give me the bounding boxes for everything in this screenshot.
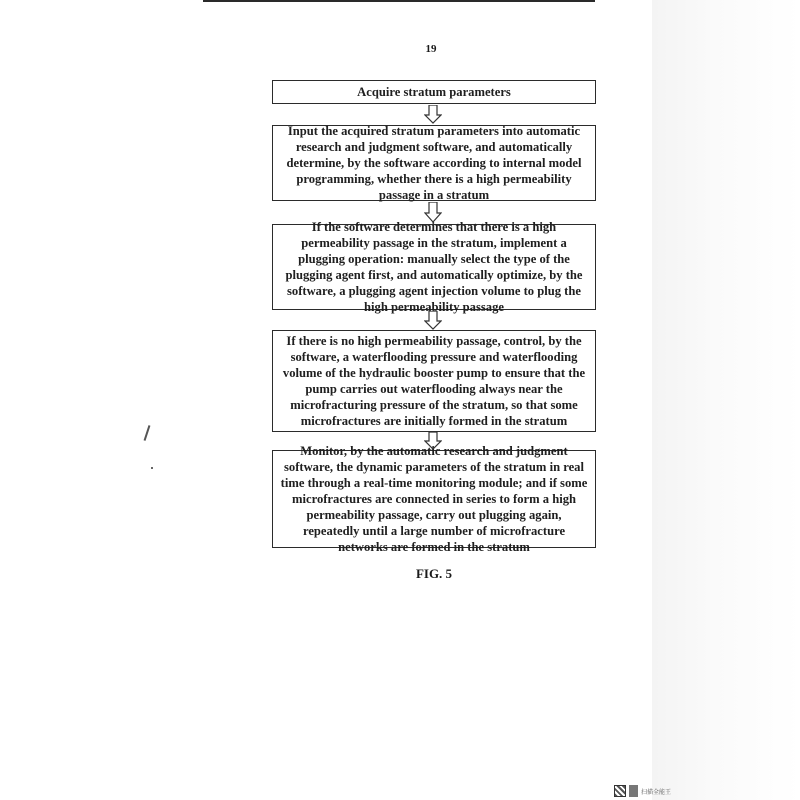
flow-step-1: Acquire stratum parameters [272, 80, 596, 104]
qr-code-icon [614, 785, 626, 797]
page-shadow [652, 0, 800, 800]
flow-step-4: If there is no high permeability passage, control, by the software, a waterflooding pressure and waterflooding volume of the hydraulic booster pump to ensure that the pump carries out waterflooding always near the microfracturing pressure of the stratum, so that some microfractures are initially formed in the stratum [272, 330, 596, 432]
scan-artifact-dot [151, 467, 153, 469]
scan-artifact-mark [144, 425, 151, 441]
watermark-text: 扫描全能王 [641, 788, 672, 796]
down-arrow-icon [424, 105, 442, 124]
page-number: 19 [425, 43, 437, 55]
figure-caption: FIG. 5 [415, 566, 453, 581]
down-arrow-icon [424, 311, 442, 330]
app-logo-icon [629, 785, 638, 797]
scanner-watermark [614, 785, 671, 797]
flow-step-3: If the software determines that there is a high permeability passage in the stratum, implement a plugging operation: manually select the type of the plugging agent first, and automatically optimize, by the software, a plugging agent injection volume to plug the high permeability passage [272, 224, 596, 310]
flow-step-5: Monitor, by the automatic research and judgment software, the dynamic parameters of the stratum in real time through a real-time monitoring module; and if some microfractures are connected in series to form a high permeability passage, carry out plugging again, repeatedly until a large number of microfracture networks are formed in the stratum [272, 450, 596, 548]
flow-step-2: Input the acquired stratum parameters into automatic research and judgment software, and automatically determine, by the software according to internal model programming, whether there is a high permeability passage in a stratum [272, 125, 596, 201]
page-top-edge [203, 0, 595, 2]
